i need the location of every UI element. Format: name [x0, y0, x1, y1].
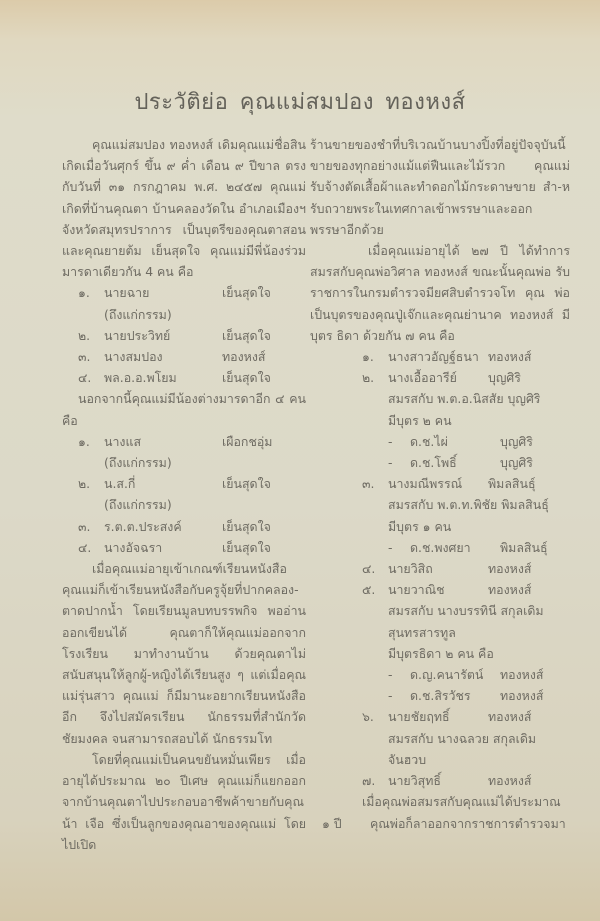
list-item: ๔. พล.อ.อ.พโยม เย็นสุดใจ — [78, 370, 271, 386]
page-title: ประวัติย่อ คุณแม่สมปอง ทองหงส์ — [134, 90, 466, 115]
grandchild-item: - ด.ช.โพธิ์ บุญศิริ — [388, 455, 533, 471]
list-item: ๗. นายวิสุทธิ์ ทองหงส์ — [362, 773, 532, 789]
marriage-paragraph: เมื่อคุณแม่อายุได้ ๒๗ ปี ได้ทำการ สมรสกับคุณพ่อวิศาล ทองหงส์ ขณะนั้นคุณพ่อ รับราชการในกรมตำรวจมียศสิบตำรวจโท คุณ พ่อเป็นบุตรของคุณปู่เจ๊กและคุณย่านาค ทองหงส์ มีบุตร ธิดา ด้วยกัน ๗ คน คือ — [310, 243, 570, 343]
siblings-list — [62, 282, 306, 388]
status-note: (ถึงแก่กรรม) — [104, 497, 172, 513]
spouse-line: สมรสกับ นางฉลวย สกุลเดิม — [388, 730, 537, 746]
list-item: ๒. นางเอื้ออารีย์ บุญศิริ — [362, 370, 521, 386]
closing-line-2: ๑ ปี คุณพ่อก็ลาออกจากราชการตำรวจมา — [322, 815, 566, 831]
spouse-line: สมรสกับ พ.ต.อ.นิสสัย บุญศิริ — [388, 391, 541, 407]
list-item: ๔. นายวิสิถ ทองหงส์ — [362, 561, 532, 577]
right-column — [310, 134, 570, 834]
list-item: ๔. นางอัจฉรา เย็นสุดใจ — [78, 539, 271, 555]
closing-line-1: เมื่อคุณพ่อสมรสกับคุณแม่ได้ประมาณ — [362, 794, 561, 810]
spouse-line: สมรสกับ พ.ต.ท.พิชัย พิมลสินธุ์ — [388, 497, 549, 513]
work-paragraph: โดยที่คุณแม่เป็นคนขยันหมั่นเพียร เมื่อ อายุได้ประมาณ ๒๐ ปีเศษ คุณแม่ก็แยกออก จากบ้านคุณตาไปประกอบอาชีพค้าขายกับคุณน้า เจือ ซึ่งเป็นลูกของคุณอาของคุณแม่ โดยไปเปิด — [62, 751, 306, 852]
list-item: ๓. นางมณีพรรณ์ พิมลสินธุ์ — [362, 476, 536, 492]
children-count: มีบุตรธิดา ๒ คน คือ — [388, 645, 494, 661]
left-column — [62, 134, 306, 855]
children-list — [310, 346, 570, 834]
half-siblings-intro: นอกจากนี้คุณแม่มีน้องต่างมารดาอีก ๔ คน คือ — [62, 391, 306, 428]
grandchild-item: - ด.ญ.คนารัตน์ ทองหงส์ — [388, 667, 544, 683]
list-item: ๖. นายชัยฤทธิ์ ทองหงส์ — [362, 709, 532, 725]
list-item: ๑. นางแส เผือกชอุ่ม — [78, 433, 273, 449]
education-paragraph: เมื่อคุณแม่อายุเข้าเกณฑ์เรียนหนังสือ คุณแม่ก็เข้าเรียนหนังสือกับครูจุ้ยที่ปากคลอง-ตาดปากน้ำ โดยเรียนมูลบทบรรพกิจ พออ่าน ออกเขียนได้ คุณตาก็ให้คุณแม่ออกจากโรงเรียน มาทำงานบ้าน ด้วยคุณตาไม่สนับสนุนให้ลูกผู้-หญิงได้เรียนสูง ๆ แต่เมื่อคุณแม่รุ่นสาว คุณแม่ ก็มีมานะอยากเรียนหนังสืออีก จึงไปสมัครเรียน นักธรรมที่สำนักวัดชัยมงคล จนสามารถสอบได้ นักธรรมโท — [62, 561, 306, 746]
grandchild-item: - ด.ช.พงศยา พิมลสินธุ์ — [388, 539, 548, 555]
status-note: (ถึงแก่กรรม) — [104, 306, 172, 322]
status-note: (ถึงแก่กรรม) — [104, 455, 172, 471]
list-item: ๓. นางสมปอง ทองหงส์ — [78, 349, 266, 365]
spouse-line: สมรสกับ นางบรรทินี สกุลเดิม — [388, 603, 544, 619]
list-item: ๑. นายฉาย เย็นสุดใจ — [78, 285, 271, 301]
list-item: ๒. น.ส.กี่ เย็นสุดใจ — [78, 476, 271, 492]
list-item: ๓. ร.ต.ต.ประสงค์ เย็นสุดใจ — [78, 518, 271, 534]
list-item: ๑. นางสาวอัญฐ์ธนา ทองหงส์ — [362, 349, 532, 365]
children-count: มีบุตร ๒ คน — [388, 412, 452, 428]
spouse-maiden-name: จันฮวบ — [388, 751, 427, 767]
grandchild-item: - ด.ช.ไผ่ บุญศิริ — [388, 433, 533, 449]
list-item: ๒. นายประวิทย์ เย็นสุดใจ — [78, 327, 271, 343]
spouse-maiden-name: สุนทรสารทูล — [388, 624, 456, 640]
list-item: ๕. นายวาณิช ทองหงส์ — [362, 582, 532, 598]
intro-paragraph: คุณแม่สมปอง ทองหงส์ เดิมคุณแม่ชื่อสิน เกิดเมื่อวันศุกร์ ขึ้น ๙ ค่ำ เดือน ๙ ปีขาล ตรงกับวันที่ ๓๑ กรกฎาคม พ.ศ. ๒๔๕๗ คุณแม่ เกิดที่บ้านคุณตา บ้านคลองวัดใน อำเภอเมืองฯ จังหวัดสมุทรปราการ เป็นบุตรีของคุณตาสอน และคุณยายต้ม เย็นสุดใจ คุณแม่มีพี่น้องร่วม มารดาเดียวกัน 4 คน คือ — [62, 137, 306, 280]
children-count: มีบุตร ๑ คน — [388, 518, 452, 534]
continued-paragraph: ร้านขายของชำที่บริเวณบ้านบางปิ้งที่อยู่ปัจจุบันนี้ ขายของทุกอย่างแม้แต่ฟืนและไม้รวก คุณแม่ รับจ้างตัดเสื้อผ้าและทำดอกไม้กระดาษขาย สำ-หรับถวายพระในเทศกาลเข้าพรรษาและออก พรรษาอีกด้วย — [310, 137, 570, 237]
half-siblings-list — [62, 431, 306, 558]
grandchild-item: - ด.ช.สิรวัชร ทองหงส์ — [388, 688, 544, 704]
